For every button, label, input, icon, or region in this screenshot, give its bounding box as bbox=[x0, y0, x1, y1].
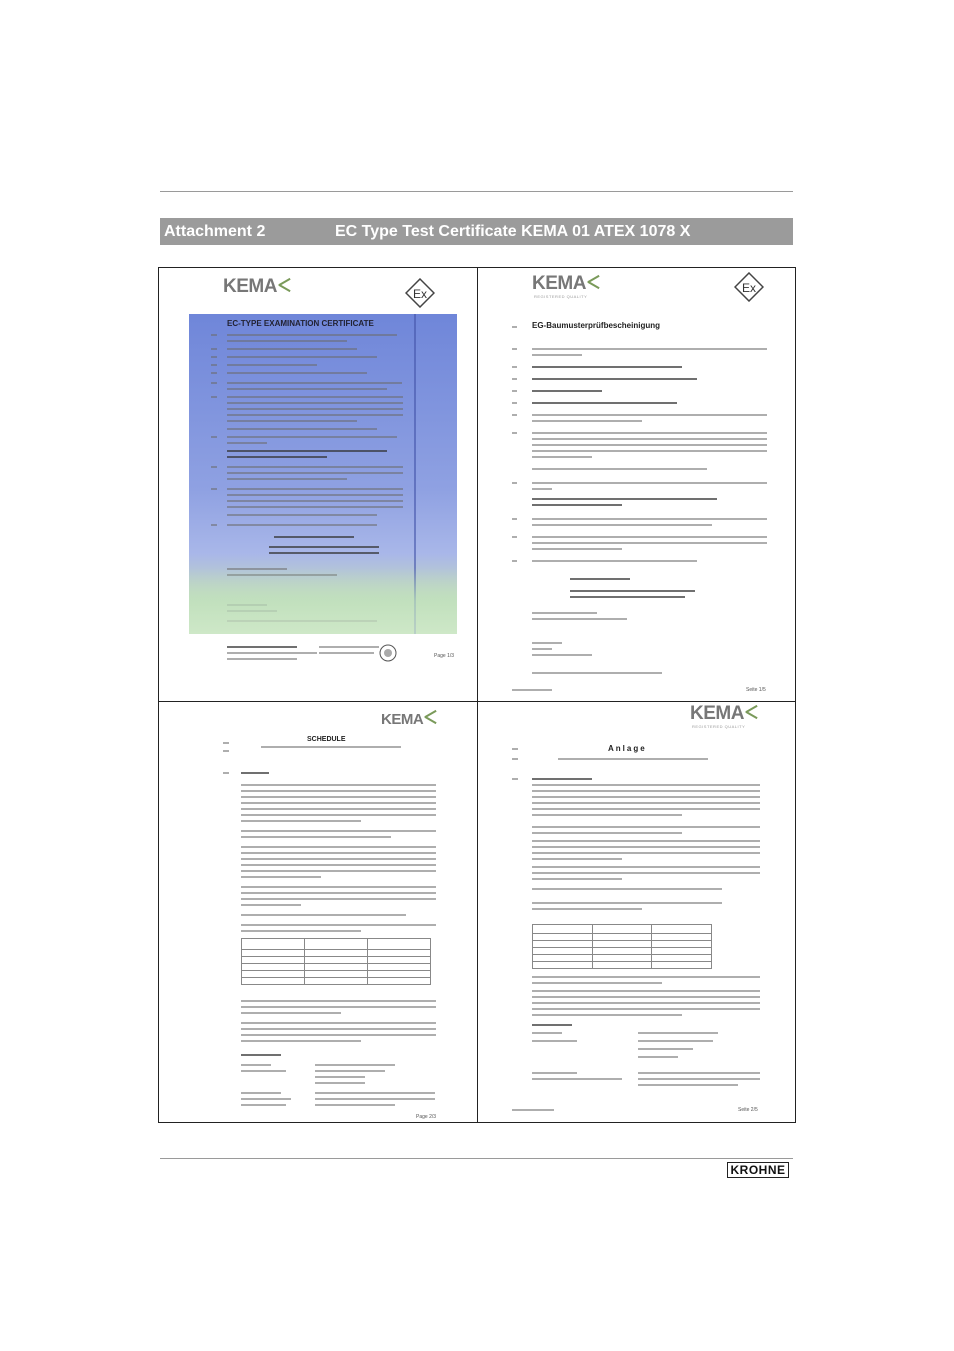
ex-atex-icon bbox=[734, 272, 764, 302]
attachment-label: Attachment 2 bbox=[164, 222, 266, 240]
certificate-heading: EC-TYPE EXAMINATION CERTIFICATE bbox=[227, 319, 374, 328]
certificate-page-2: KEMA REGISTERED QUALITY Ex EG-Baumusterprüfbescheinigung Seite 1/5 bbox=[478, 268, 795, 701]
kema-logo: KEMA bbox=[690, 703, 757, 725]
seal-icon bbox=[379, 644, 397, 662]
section-banner bbox=[160, 218, 793, 245]
kema-logo: KEMA bbox=[381, 710, 436, 728]
certificate-page-1 bbox=[159, 268, 477, 701]
krohne-logo: KROHNE bbox=[727, 1162, 789, 1178]
svg-text:Ex: Ex bbox=[412, 287, 428, 301]
temperature-table bbox=[241, 938, 431, 985]
certificate-page-3 bbox=[159, 702, 477, 1122]
bottom-rule bbox=[160, 1158, 793, 1159]
anlage-heading: Anlage bbox=[608, 744, 647, 753]
kema-logo: KEMA bbox=[532, 273, 599, 295]
page-number: Page 2/3 bbox=[416, 1114, 437, 1120]
page-number: Page 1/3 bbox=[434, 653, 455, 659]
certificate-grid bbox=[158, 267, 796, 1123]
kema-logo-icon bbox=[587, 275, 599, 289]
certificate-page-4: KEMA REGISTERED QUALITY Anlage Seite 2/5 bbox=[478, 702, 795, 1122]
page-number: Seite 1/5 bbox=[746, 687, 766, 693]
temperature-table bbox=[532, 924, 712, 969]
schedule-heading: SCHEDULE bbox=[307, 736, 346, 743]
kema-logo-icon bbox=[745, 705, 757, 719]
kema-logo-icon bbox=[424, 710, 436, 724]
top-rule bbox=[160, 191, 793, 192]
ex-atex-icon bbox=[405, 278, 435, 308]
certificate-heading: EG-Baumusterprüfbescheinigung bbox=[532, 321, 661, 330]
kema-logo-icon bbox=[278, 278, 290, 292]
page-number: Seite 2/5 bbox=[738, 1107, 758, 1113]
svg-text:Ex: Ex bbox=[741, 281, 757, 295]
banner-title: EC Type Test Certificate KEMA 01 ATEX 1078 X bbox=[335, 222, 691, 240]
kema-logo: KEMA bbox=[223, 276, 290, 298]
